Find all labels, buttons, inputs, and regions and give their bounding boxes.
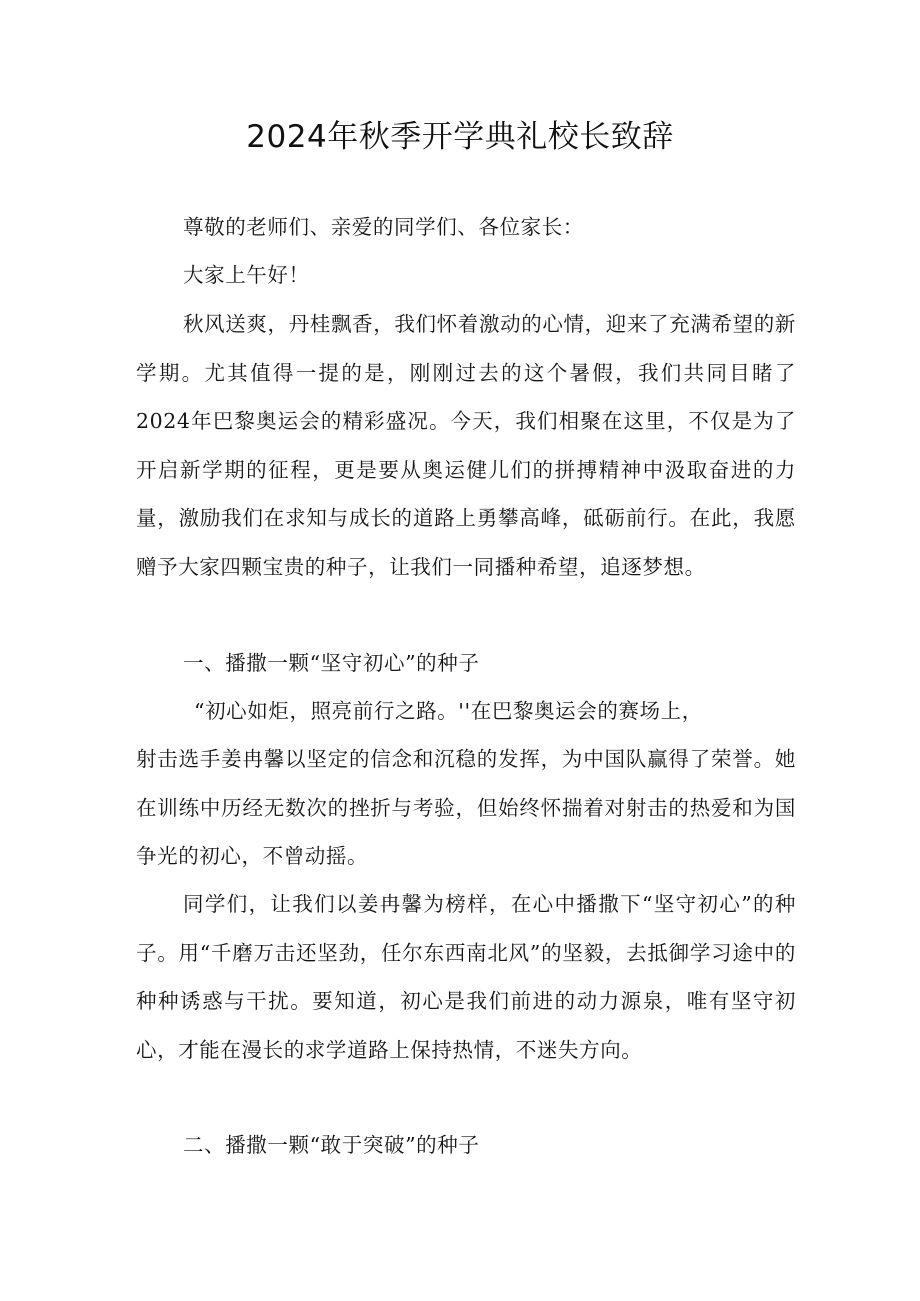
- page-title: 2024年秋季开学典礼校长致辞: [246, 119, 674, 155]
- section1-paragraph: 射击选手姜冉馨以坚定的信念和沉稳的发挥，为中国队赢得了荣誉。她在训练中历经无数次的挫折与考验，但始终怀揣着对射击的热爱和为国争光的初心，不曾动摇。: [136, 747, 796, 868]
- section1-paragraph-2: 同学们，让我们以姜冉馨为榜样，在心中播撒下“坚守初心”的种子。用“千磨万击还坚劲，任尔东西南北风”的坚毅，去抵御学习途中的种种诱惑与干扰。要知道，初心是我们前进的动力源泉，唯有坚守初心，才能在漫长的求学道路上保持热情，不迷失方向。: [136, 892, 796, 1062]
- hello-line: 大家上午好！: [183, 263, 310, 287]
- intro-paragraph: 秋风送爽，丹桂飘香，我们怀着激动的心情，迎来了充满希望的新学期。尤其值得一提的是，刚刚过去的这个暑假，我们共同目睹了2024年巴黎奥运会的精彩盛况。今天，我们相聚在这里，不仅是为了开启新学期的征程，更是要从奥运健儿们的拼搏精神中汲取奋进的力量，激励我们在求知与成长的道路上勇攀高峰，砥砺前行。在此，我愿赠予大家四颗宝贵的种子，让我们一同播种希望，追逐梦想。: [136, 312, 796, 579]
- section-heading-2: 二、播撒一颗“敢于突破”的种子: [183, 1133, 480, 1157]
- section1-quote-line: “初心如炬，照亮前行之路。''在巴黎奥运会的赛场上，: [194, 699, 703, 723]
- section-heading-1: 一、播撒一颗“坚守初心”的种子: [183, 651, 480, 675]
- greeting-line: 尊敬的老师们、亲爱的同学们、各位家长：: [183, 215, 584, 239]
